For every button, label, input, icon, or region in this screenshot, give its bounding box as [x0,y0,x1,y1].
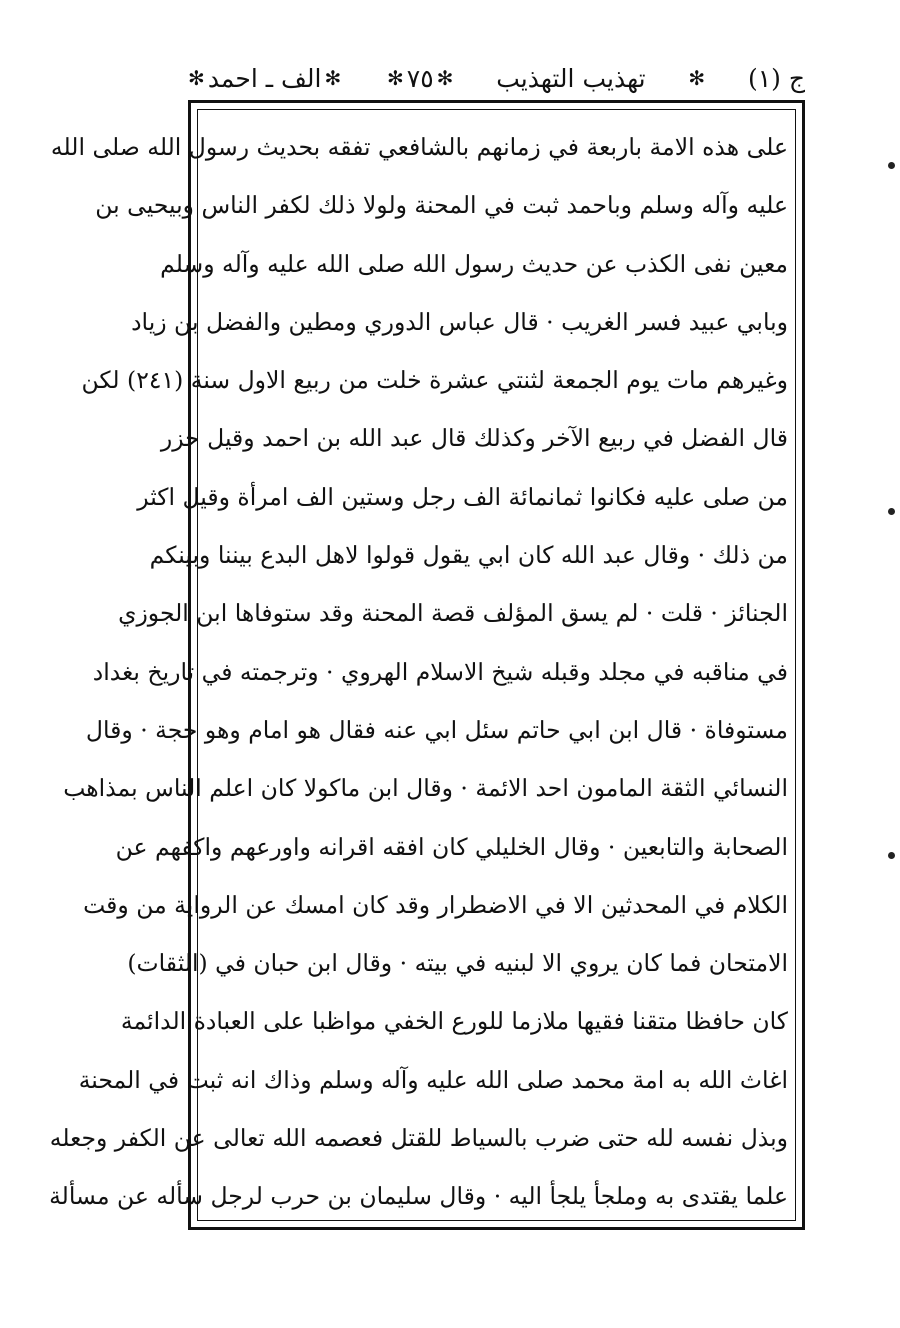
text-line: معين نفى الكذب عن حديث رسول الله صلى الله عليه وآله وسلم [160,249,788,278]
text-line: وبذل نفسه لله حتى ضرب بالسياط للقتل فعصمه الله تعالى عن الكفر وجعله [49,1124,788,1153]
section-group [185,64,344,93]
page-body [49,118,788,1216]
margin-dot [888,508,895,515]
text-line: عليه وآله وسلم وباحمد ثبت في المحنة ولولا ذلك لكفر الناس وبيحيى بن [95,191,788,220]
title-ornament-icon: ✻ [688,66,706,90]
book-title: تهذيب التهذيب [496,63,646,93]
text-line: الكلام في المحدثين الا في الاضطرار وقد كان امسك عن الرواية من وقت [83,890,788,919]
text-line: قال الفضل في ربيع الآخر وكذلك قال عبد الله بن احمد وقيل حزر [160,424,788,453]
page-number: ٧٥ [406,63,434,93]
text-line: علما يقتدى به وملجأ يلجأ اليه · وقال سليمان بن حرب لرجل سأله عن مسألة [49,1182,788,1211]
text-line: النسائي الثقة المامون احد الائمة · وقال ابن ماكولا كان اعلم الناس بمذاهب [63,774,788,803]
margin-dot [888,162,895,169]
ornament-icon: ✻ [436,66,454,90]
text-line: من صلى عليه فكانوا ثمانمائة الف رجل وستين الف امرأة وقيل اكثر [137,482,788,511]
margin-dot [888,852,895,859]
ornament-icon: ✻ [387,66,404,90]
text-line: على هذه الامة باربعة في زمانهم بالشافعي تفقه بحديث رسول الله صلى الله [50,133,788,161]
text-line: مستوفاة · قال ابن ابي حاتم سئل ابي عنه فقال هو امام وهو حجة · وقال [85,715,788,744]
text-line: الجنائز · قلت · لم يسق المؤلف قصة المحنة وقد ستوفاها ابن الجوزي [118,599,788,628]
text-line: من ذلك · وقال عبد الله كان ابي يقول قولوا لاهل البدع بيننا وبينكم [149,541,788,570]
text-line: وغيرهم مات يوم الجمعة لثنتي عشرة خلت من ربيع الاول سنة (٢٤١) لكن [81,366,788,395]
text-line: كان حافظا متقنا فقيها ملازما للورع الخفي مواظبا على العبادة الدائمة [120,1007,788,1036]
text-line: وبابي عبيد فسر الغريب · قال عباس الدوري ومطين والفضل بن زياد [131,307,788,336]
text-line: الصحابة والتابعين · وقال الخليلي كان افقه اقرانه واورعهم واكفهم عن [115,832,788,861]
volume-label: ج (١) [747,63,805,93]
section-heading: الف ـ احمد [207,63,322,93]
text-line: اغاث الله به امة محمد صلى الله عليه وآله وسلم وذاك انه ثبت في المحنة [78,1065,788,1094]
ornament-icon: ✻ [324,66,342,90]
text-line: الامتحان فما كان يروي الا لبنيه في بيته · وقال ابن حبان في (الثقات) [127,949,788,978]
text-line: في مناقبه في مجلد وقبله شيخ الاسلام الهروي · وترجمته في تاريخ بغداد [92,657,788,686]
running-header [185,56,805,100]
ornament-icon: ✻ [188,66,205,90]
page-number-group [384,64,456,93]
